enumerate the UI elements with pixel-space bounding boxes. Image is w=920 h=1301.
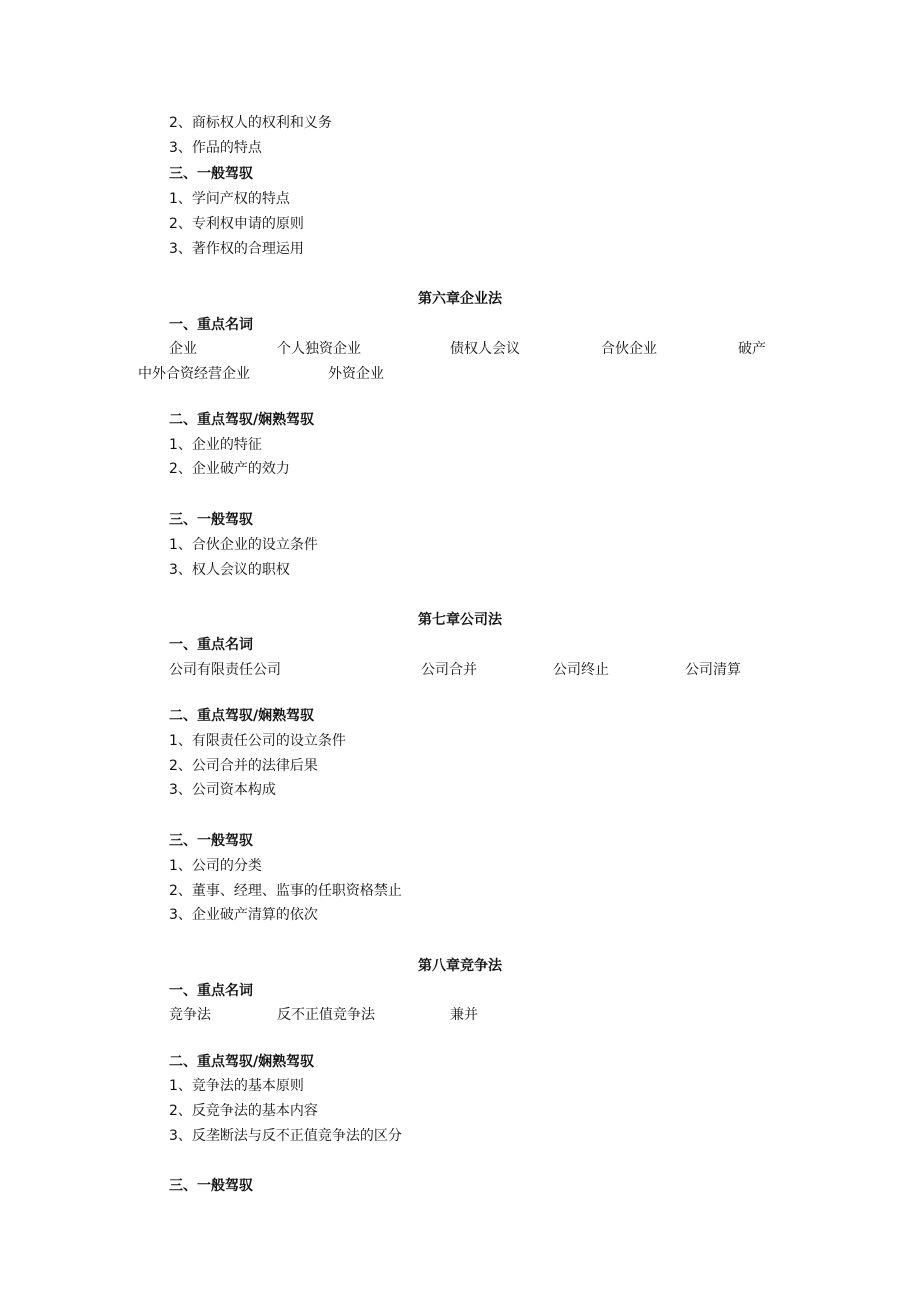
list-item: 2、企业破产的效力 <box>169 461 290 477</box>
list-item: 2、反竞争法的基本内容 <box>169 1103 318 1119</box>
list-item: 1、竞争法的基本原则 <box>169 1078 304 1094</box>
section-heading: 三、一般驾驭 <box>169 833 253 849</box>
term: 中外合资经营企业 <box>138 366 250 382</box>
list-item: 2、专利权申请的原则 <box>169 216 304 232</box>
chapter-title: 第七章公司法 <box>418 612 502 628</box>
section-heading: 一、重点名词 <box>169 637 253 653</box>
list-item: 3、反垄断法与反不正值竞争法的区分 <box>169 1128 402 1144</box>
section-heading: 一、重点名词 <box>169 983 253 999</box>
list-item: 2、公司合并的法律后果 <box>169 758 318 774</box>
list-item: 1、有限责任公司的设立条件 <box>169 733 346 749</box>
term: 债权人会议 <box>450 341 520 357</box>
section-heading: 三、一般驾驭 <box>169 1178 253 1194</box>
term: 企业 <box>169 341 197 357</box>
section-heading: 二、重点驾驭/娴熟驾驭 <box>169 412 315 428</box>
term: 个人独资企业 <box>277 341 361 357</box>
list-item: 2、商标权人的权利和义务 <box>169 115 332 131</box>
term: 公司有限责任公司 <box>169 662 281 678</box>
list-item: 3、权人会议的职权 <box>169 562 290 578</box>
chapter-title: 第八章竞争法 <box>418 958 502 974</box>
term: 公司清算 <box>685 662 741 678</box>
term: 公司终止 <box>553 662 609 678</box>
term: 竞争法 <box>169 1007 211 1023</box>
section-heading: 二、重点驾驭/娴熟驾驭 <box>169 708 315 724</box>
section-heading: 二、重点驾驭/娴熟驾驭 <box>169 1054 315 1070</box>
section-heading: 一、重点名词 <box>169 317 253 333</box>
list-item: 1、合伙企业的设立条件 <box>169 537 318 553</box>
term: 合伙企业 <box>601 341 657 357</box>
list-item: 3、公司资本构成 <box>169 782 276 798</box>
list-item: 1、公司的分类 <box>169 858 262 874</box>
section-heading: 三、一般驾驭 <box>169 166 253 182</box>
term: 公司合并 <box>421 662 477 678</box>
list-item: 3、作品的特点 <box>169 140 262 156</box>
list-item: 2、董事、经理、监事的任职资格禁止 <box>169 883 402 899</box>
term: 反不正值竞争法 <box>277 1007 375 1023</box>
section-heading: 三、一般驾驭 <box>169 512 253 528</box>
term: 外资企业 <box>328 366 384 382</box>
term: 破产 <box>738 341 766 357</box>
chapter-title: 第六章企业法 <box>418 291 502 307</box>
term: 兼并 <box>450 1007 478 1023</box>
list-item: 3、企业破产清算的依次 <box>169 907 318 923</box>
list-item: 1、学问产权的特点 <box>169 191 290 207</box>
list-item: 1、企业的特征 <box>169 437 262 453</box>
list-item: 3、著作权的合理运用 <box>169 241 304 257</box>
